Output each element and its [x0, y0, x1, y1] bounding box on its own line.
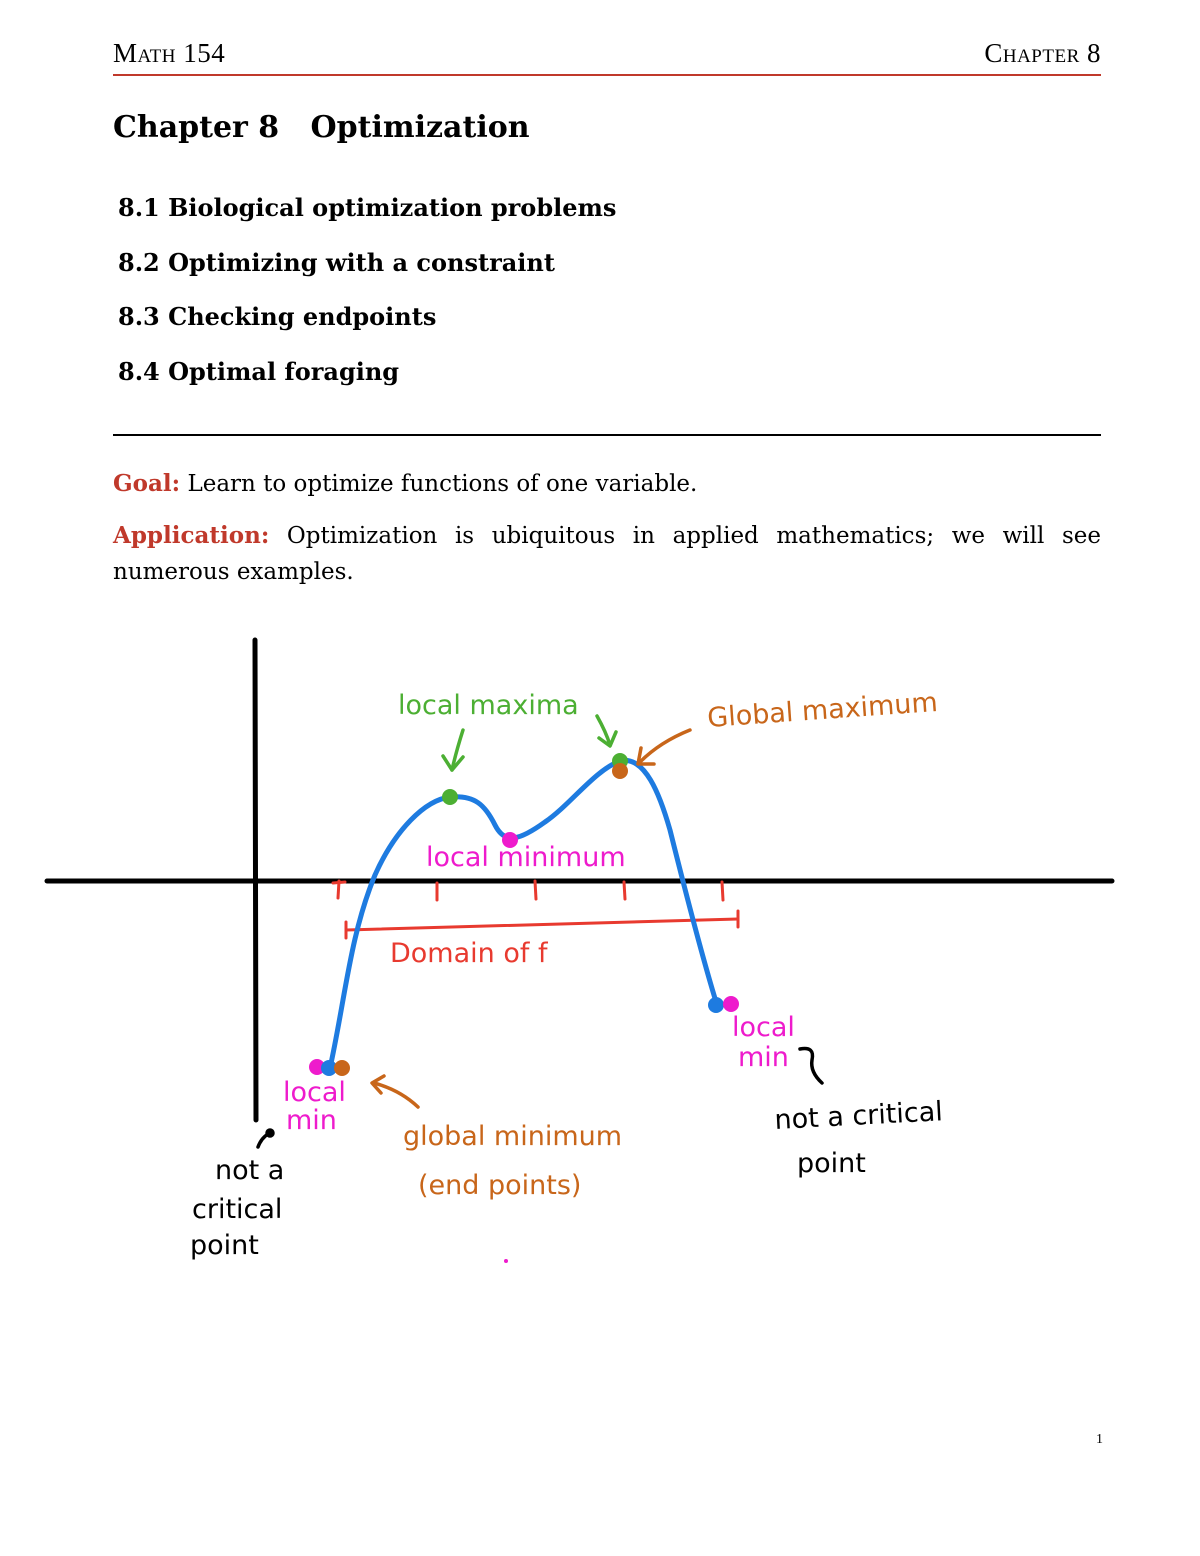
global-minimum-label: global minimum: [403, 1121, 623, 1152]
section-item: 8.3 Checking endpoints: [118, 302, 437, 331]
section-item: 8.4 Optimal foraging: [118, 356, 400, 386]
right-endpoint-magenta: [723, 996, 739, 1012]
local-max-point: [442, 789, 458, 805]
local-min-left-label: local: [283, 1077, 346, 1108]
left-pointer: [258, 1130, 273, 1147]
right-bracket: [800, 1048, 822, 1083]
global-max-arrow: [638, 730, 690, 764]
goal-text: Learn to optimize functions of one variable.: [187, 471, 698, 497]
domain-bracket: [346, 911, 738, 938]
global-max-point: [612, 763, 628, 779]
not-critical-left-label: not a: [215, 1155, 285, 1186]
local-maxima-label: local maxima: [398, 690, 579, 721]
global-min-arrow: [372, 1076, 418, 1107]
global-maximum-label: Global maximum: [706, 686, 939, 734]
left-endpoint-orange: [334, 1060, 350, 1076]
function-curve: [330, 760, 717, 1068]
not-critical-left-label: point: [190, 1230, 259, 1261]
local-min-left-label: min: [286, 1105, 337, 1136]
chapter-title: Chapter 8 Optimization: [113, 110, 530, 145]
local-maxima-arrows: [443, 716, 616, 770]
goal-label: Goal:: [113, 470, 181, 497]
domain-ticks: [333, 881, 723, 900]
application-text: Optimization is ubiquitous in applied mathematics; we will see numerous examples.: [113, 523, 1101, 585]
local-min-right-label: min: [738, 1042, 789, 1073]
local-minimum-label: local minimum: [426, 842, 626, 873]
section-item: 8.1 Biological optimization problems: [118, 193, 617, 222]
domain-label: Domain of f: [390, 938, 548, 969]
application-label: Application:: [113, 522, 270, 549]
chapter-label: Chapter 8: [984, 38, 1101, 68]
global-minimum-note: (end points): [418, 1170, 582, 1201]
not-critical-right-label: not a critical: [773, 1096, 944, 1136]
right-endpoint-blue: [708, 997, 724, 1013]
section-item: 8.2 Optimizing with a constraint: [118, 247, 555, 277]
page-number: 1: [1096, 1432, 1103, 1447]
stray-dot: [504, 1259, 508, 1263]
not-critical-right-label: point: [797, 1148, 866, 1179]
local-min-right-label: local: [732, 1012, 795, 1043]
course-name: Math 154: [113, 38, 226, 68]
not-critical-left-label: critical: [192, 1194, 283, 1225]
